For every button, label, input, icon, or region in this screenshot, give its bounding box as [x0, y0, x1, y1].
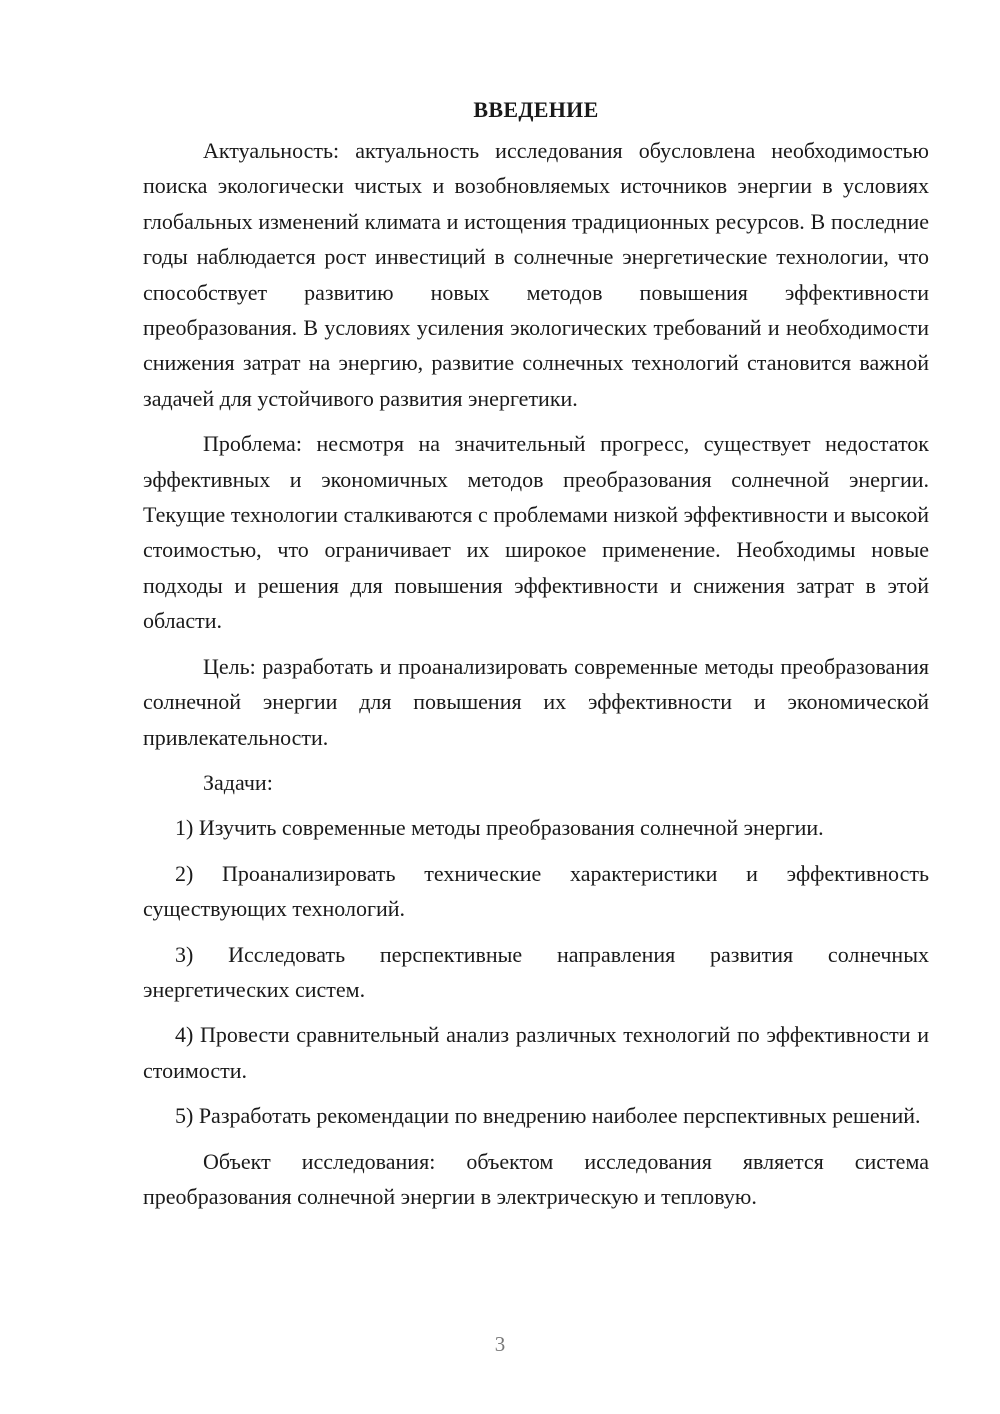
page-content	[143, 92, 929, 1224]
task-item-4: 4) Провести сравнительный анализ различных технологий по эффективности и стоимости.	[143, 1022, 929, 1083]
object-paragraph: Объект исследования: объектом исследования является система преобразования солнечной энергии в электрическую и тепловую.	[143, 1148, 929, 1209]
relevance-paragraph: Актуальность: актуальность исследования обусловлена необходимостью поиска экологически чистых и возобновляемых источников энергии в условиях глобальных изменений климата и истощения традиционных ресурсов. В последние годы наблюдается рост инвестиций в солнечные энергетические технологии, что способствует развитию новых методов повышения эффективности преобразования. В условиях усиления экологических требований и необходимости снижения затрат на энергию, развитие солнечных технологий становится важной задачей для устойчивого развития энергетики.	[143, 138, 929, 411]
section-title: ВВЕДЕНИЕ	[473, 97, 599, 122]
problem-paragraph: Проблема: несмотря на значительный прогресс, существует недостаток эффективных и экономичных методов преобразования солнечной энергии. Текущие технологии сталкиваются с проблемами низкой эффективности и высокой стоимостью, что ограничивает их широкое применение. Необходимы новые подходы и решения для повышения эффективности и снижения затрат в этой области.	[143, 431, 929, 634]
task-item-3: 3) Исследовать перспективные направления развития солнечных энергетических систем.	[143, 941, 929, 1002]
task-item-2: 2) Проанализировать технические характеристики и эффективность существующих технологий.	[143, 860, 929, 922]
page-number: 3	[494, 1332, 506, 1356]
tasks-heading: Задачи:	[203, 769, 273, 795]
task-item-1: 1) Изучить современные методы преобразования солнечной энергии.	[175, 815, 824, 841]
goal-paragraph: Цель: разработать и проанализировать современные методы преобразования солнечной энергии для повышения их эффективности и экономической привлекательности.	[143, 653, 929, 750]
task-item-5: 5) Разработать рекомендации по внедрению наиболее перспективных решений.	[175, 1103, 921, 1129]
